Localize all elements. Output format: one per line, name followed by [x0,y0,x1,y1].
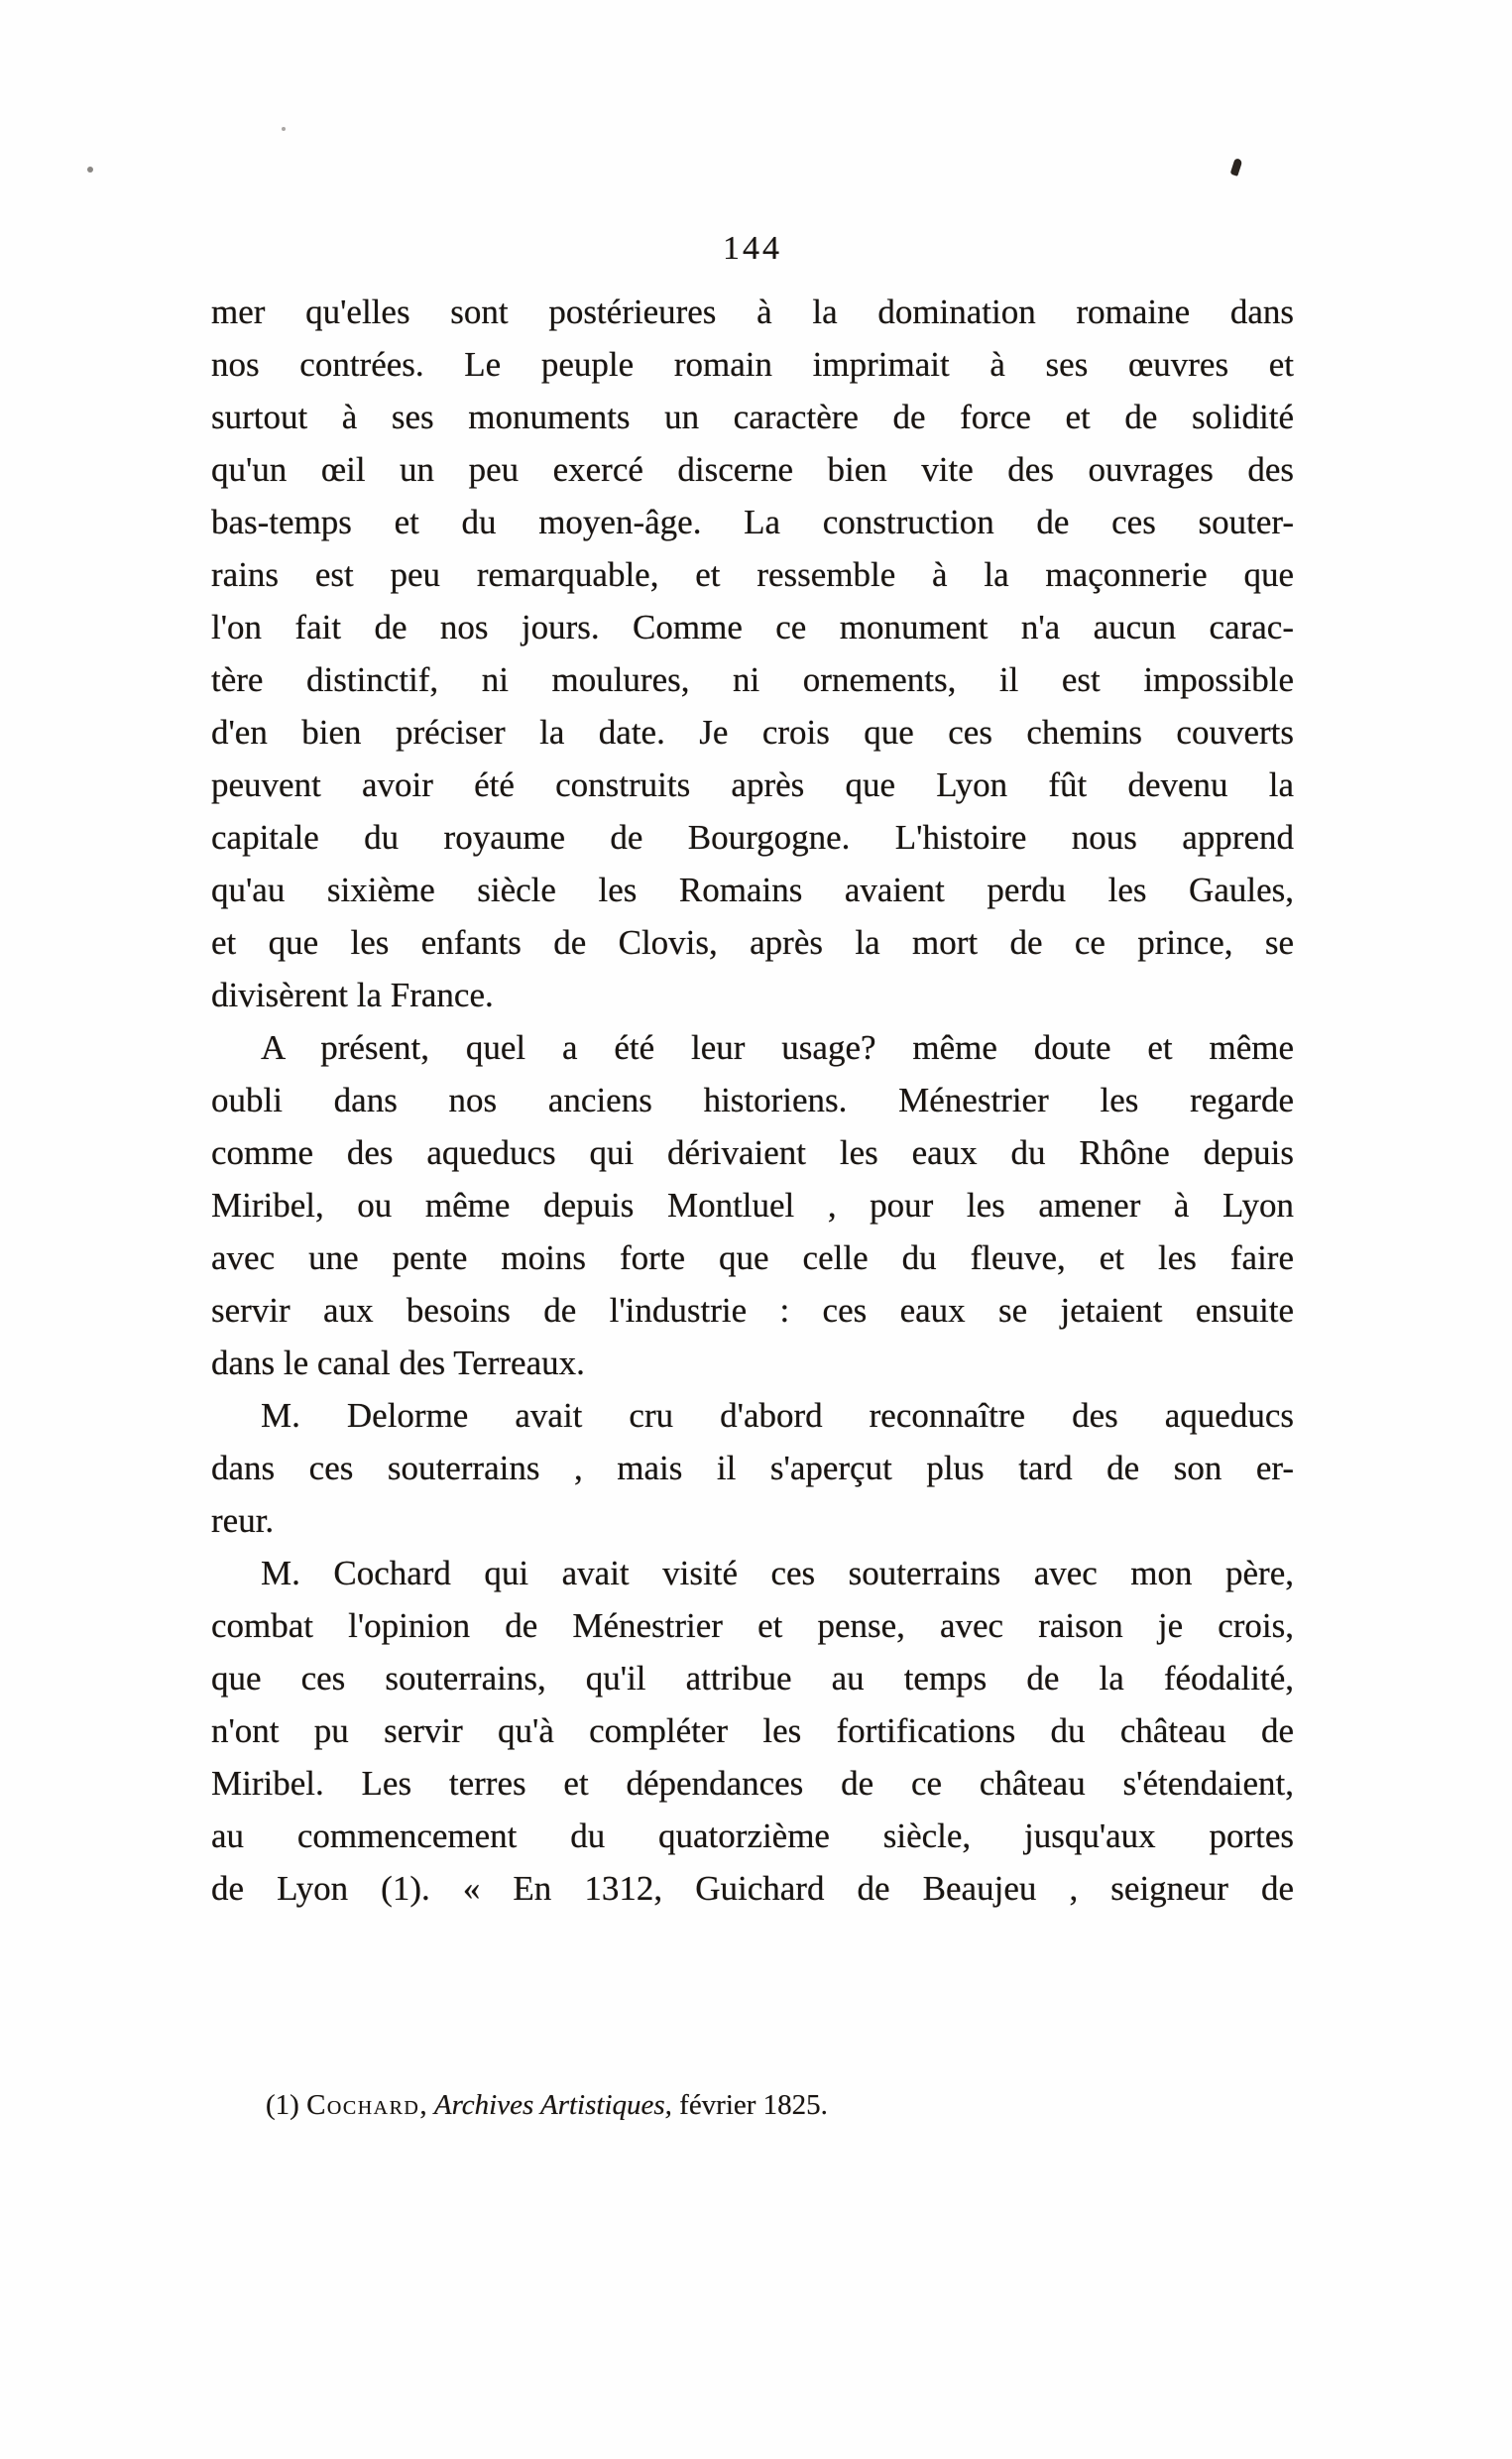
text-line: Miribel. Les terres et dépendances de ce château s'étendaient, [211,1764,1294,1803]
ink-speck [87,167,93,173]
text-line: d'en bien préciser la date. Je crois que ces chemins couverts [211,713,1294,752]
text-line: divisèrent la France. [211,976,494,1014]
text-line: nos contrées. Le peuple romain imprimait à ses œuvres et [211,345,1294,384]
text-line: mer qu'elles sont postérieures à la domination romaine dans [211,293,1294,331]
text-line: Miribel, ou même depuis Montluel , pour les amener à Lyon [211,1186,1294,1225]
footnote-part: (1) [266,2089,307,2121]
text-line: combat l'opinion de Ménestrier et pense, avec raison je crois, [211,1606,1294,1645]
ink-speck [1230,158,1243,176]
footnote-part: Archives Artistiques, [433,2089,672,2121]
text-line: qu'un œil un peu exercé discerne bien vite des ouvrages des [211,450,1294,489]
text-line: tère distinctif, ni moulures, ni ornements, il est impossible [211,660,1294,699]
text-line: dans ces souterrains , mais il s'aperçut plus tard de son er- [211,1449,1294,1487]
body-text [211,286,1294,1915]
text-line: l'on fait de nos jours. Comme ce monument n'a aucun carac- [211,608,1294,646]
text-line: reur. [211,1501,275,1540]
text-line: servir aux besoins de l'industrie : ces eaux se jetaient ensuite [211,1291,1294,1330]
text-line: avec une pente moins forte que celle du fleuve, et les faire [211,1238,1294,1277]
text-line: dans le canal des Terreaux. [211,1344,585,1382]
page-number: 144 [723,230,782,267]
text-line: capitale du royaume de Bourgogne. L'histoire nous apprend [211,818,1294,857]
text-line: comme des aqueducs qui dérivaient les eaux du Rhône depuis [211,1133,1294,1172]
text-line: n'ont pu servir qu'à compléter les fortifications du château de [211,1711,1294,1750]
footnote-part: Cochard [306,2089,420,2121]
text-line: peuvent avoir été construits après que Lyon fût devenu la [211,765,1294,804]
text-line: oubli dans nos anciens historiens. Ménestrier les regarde [211,1081,1294,1119]
text-line: de Lyon (1). « En 1312, Guichard de Beaujeu , seigneur de [211,1869,1294,1908]
footnote [266,2085,828,2125]
footnote-part: février 1825. [671,2089,828,2121]
footnote-part: , [419,2089,434,2121]
text-line: bas-temps et du moyen-âge. La construction de ces souter- [211,503,1294,541]
text-line: au commencement du quatorzième siècle, jusqu'aux portes [211,1816,1294,1855]
text-line: que ces souterrains, qu'il attribue au temps de la féodalité, [211,1659,1294,1698]
text-line: surtout à ses monuments un caractère de force et de solidité [211,398,1294,436]
text-line: et que les enfants de Clovis, après la mort de ce prince, se [211,923,1294,962]
text-line: M. Delorme avait cru d'abord reconnaître des aqueducs [261,1396,1294,1435]
text-line: qu'au sixième siècle les Romains avaient perdu les Gaules, [211,871,1294,909]
ink-speck [282,127,286,131]
text-line: rains est peu remarquable, et ressemble à la maçonnerie que [211,555,1294,594]
text-line: A présent, quel a été leur usage? même doute et même [261,1028,1294,1067]
text-line: M. Cochard qui avait visité ces souterrains avec mon père, [261,1554,1294,1592]
